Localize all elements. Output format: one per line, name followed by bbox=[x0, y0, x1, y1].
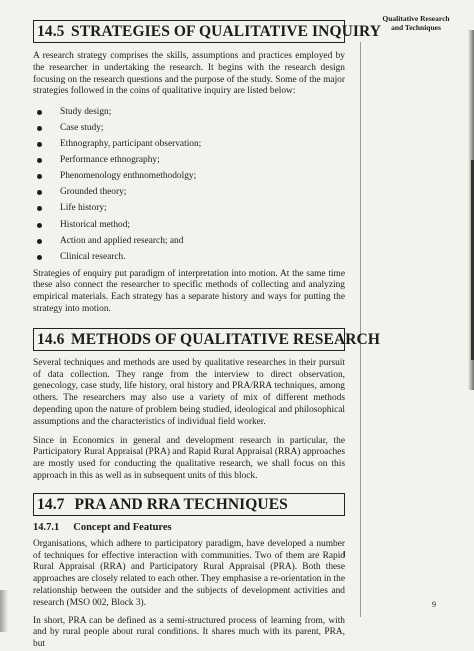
section-number: 14.5 bbox=[37, 23, 65, 40]
methods-paragraph-1: Several techniques and methods are used by qualitative researches in their pursuit of data collection. They range from the interview to direct observation, genecology, case study, life history, oral history and PRA/RRA techniques, among others. The researchers may also use a variety of mix of different methods depending upon the nature of problem being studied, ideological and philosophical assumptions and the characteristics of individual field worker. bbox=[33, 357, 345, 427]
scan-corner-shadow bbox=[0, 590, 8, 632]
methods-paragraph-2: Since in Economics in general and development research in particular, the Participatory Rural Appraisal (PRA) and Rapid Rural Appraisal (RRA) approaches are mostly used for conducting the qualitative research, we shall focus on this approach in this as well as in subsequent units of this block. bbox=[33, 435, 345, 482]
section-title: METHODS OF QUALITATIVE RESEARCH bbox=[71, 330, 380, 348]
running-header-line-1: Qualitative Research bbox=[382, 14, 450, 23]
list-item: Historical method; bbox=[33, 217, 345, 233]
list-item: Phenomenology enthnomethodolgy; bbox=[33, 168, 345, 184]
subsection-heading-14-7-1 bbox=[33, 521, 345, 534]
section-number: 14.7 bbox=[37, 495, 65, 513]
list-item: Ethnography, participant observation; bbox=[33, 136, 345, 152]
running-header bbox=[368, 14, 464, 32]
margin-rule bbox=[360, 42, 361, 617]
list-item: Clinical research. bbox=[33, 249, 345, 265]
strategies-closing-paragraph: Strategies of enquiry put paradigm of interpretation into motion. At the same time these also connect the researcher to specific methods of collecting and analyzing empirical materials. Each strategy has a separate history and ways for putting the strategy into motion. bbox=[33, 268, 345, 315]
section-title: STRATEGIES OF QUALITATIVE INQUIRY bbox=[71, 23, 382, 40]
list-item: Performance ethnography; bbox=[33, 152, 345, 168]
pra-rra-paragraph-1: Organisations, which adhere to participatory paradigm, have developed a number of techniques for effective interaction with communities. Two of them are Rapid Rural Appraisal (RRA) and Participatory Rural Appraisal (PRA). Both these approaches are closely related to each other. They emphasise a re-orientation in the relationship between the outsider and the subjects of development activities and research (MSO 002, Block 3). bbox=[33, 538, 345, 608]
section-title: PRA AND RRA TECHNIQUES bbox=[74, 495, 288, 513]
running-header-line-2: and Techniques bbox=[391, 23, 441, 32]
page-content bbox=[33, 20, 382, 651]
list-item: Life history; bbox=[33, 200, 345, 216]
subsection-number: 14.7.1 bbox=[33, 521, 60, 533]
section-heading-14-7 bbox=[33, 493, 345, 516]
strategies-intro-paragraph: A research strategy comprises the skills, assumptions and practices employed by the researcher in undertaking the research. It begins with the research design focusing on the research questions and the purpose of the study. Some of the major strategies followed in the coins of qualitative inquiry are listed below: bbox=[33, 51, 345, 97]
list-item: Case study; bbox=[33, 120, 345, 136]
list-item: Study design; bbox=[33, 104, 345, 120]
pra-rra-paragraph-2: In short, PRA can be defined as a semi-structured process of learning from, with and by rural people about rural conditions. It shares much with its parent, PRA, but bbox=[33, 615, 345, 650]
page-number: 9 bbox=[432, 600, 436, 609]
strategies-list bbox=[33, 104, 345, 264]
subsection-title: Concept and Features bbox=[73, 521, 172, 533]
section-heading-14-5 bbox=[33, 20, 382, 43]
section-heading-14-6 bbox=[33, 328, 380, 351]
list-item: Action and applied research; and bbox=[33, 233, 345, 249]
section-number: 14.6 bbox=[37, 330, 65, 348]
list-item: Grounded theory; bbox=[33, 184, 345, 200]
